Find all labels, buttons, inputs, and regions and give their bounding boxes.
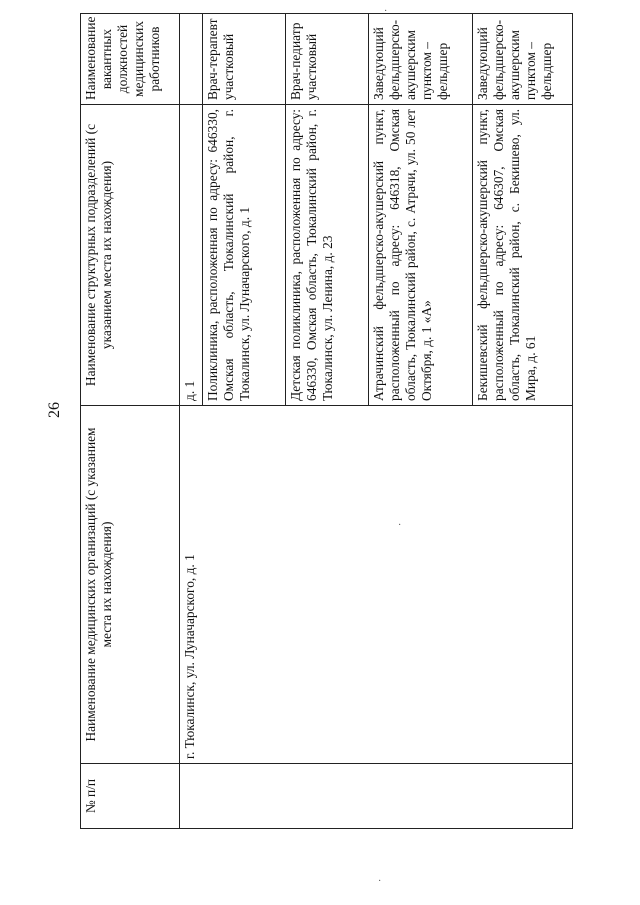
header-vacancy: Наименование вакантных должностей медицинских работников xyxy=(81,14,180,105)
header-structural-unit: Наименование структурных подразделений (с указанием места их нахождения) xyxy=(81,105,180,406)
cell-vacancy: Заведующий фельдшерско-акушерским пунктом – фельдшер xyxy=(368,14,472,105)
table-header-row xyxy=(81,14,180,829)
cell-unit: Поликлиника, расположенная по адресу: 646330, Омская область, Тюкалинский район, г. Тюкалинск, ул. Луначарского, д. 1 xyxy=(203,105,286,406)
cell-unit: Атрачинский фельдшерско-акушерский пункт, расположенный по адресу: 646318, Омская область, Тюкалинский район, с. Атрачи, ул. 50 лет Октября, д. 1 «А» xyxy=(368,105,472,406)
cell-unit: Бекишевский фельдшерско-акушерский пункт, расположенный по адресу: 646307, Омская область, Тюкалинский район, с. Бекишево, ул. Мира, д. 61 xyxy=(472,105,573,406)
header-organization: Наименование медицинских организаций (с указанием места их нахождения) xyxy=(81,406,180,764)
cell-vacancy-empty xyxy=(180,14,203,105)
cell-vacancy: Врач-терапевт участковый xyxy=(203,14,286,105)
table-row xyxy=(180,14,203,829)
cell-unit: Детская поликлиника, расположенная по адресу: 646330, Омская область, Тюкалинский район, г. Тюкалинск, ул. Ленина, д. 23 xyxy=(286,105,369,406)
rotated-table-container xyxy=(80,16,573,829)
header-number: № п/п xyxy=(81,764,180,829)
vacancy-table xyxy=(80,13,573,829)
cell-unit-continuation: д. 1 xyxy=(180,105,203,406)
scan-speck: · xyxy=(384,6,388,17)
scan-speck: · xyxy=(378,876,382,887)
cell-vacancy: Заведующий фельдшерско-акушерским пунктом – фельдшер xyxy=(472,14,573,105)
cell-organization: г. Тюкалинск, ул. Луначарского, д. 1 xyxy=(180,406,573,764)
cell-vacancy: Врач-педиатр участковый xyxy=(286,14,369,105)
page-number: 26 xyxy=(46,402,63,418)
scan-speck: · xyxy=(398,520,402,531)
cell-number xyxy=(180,764,573,829)
